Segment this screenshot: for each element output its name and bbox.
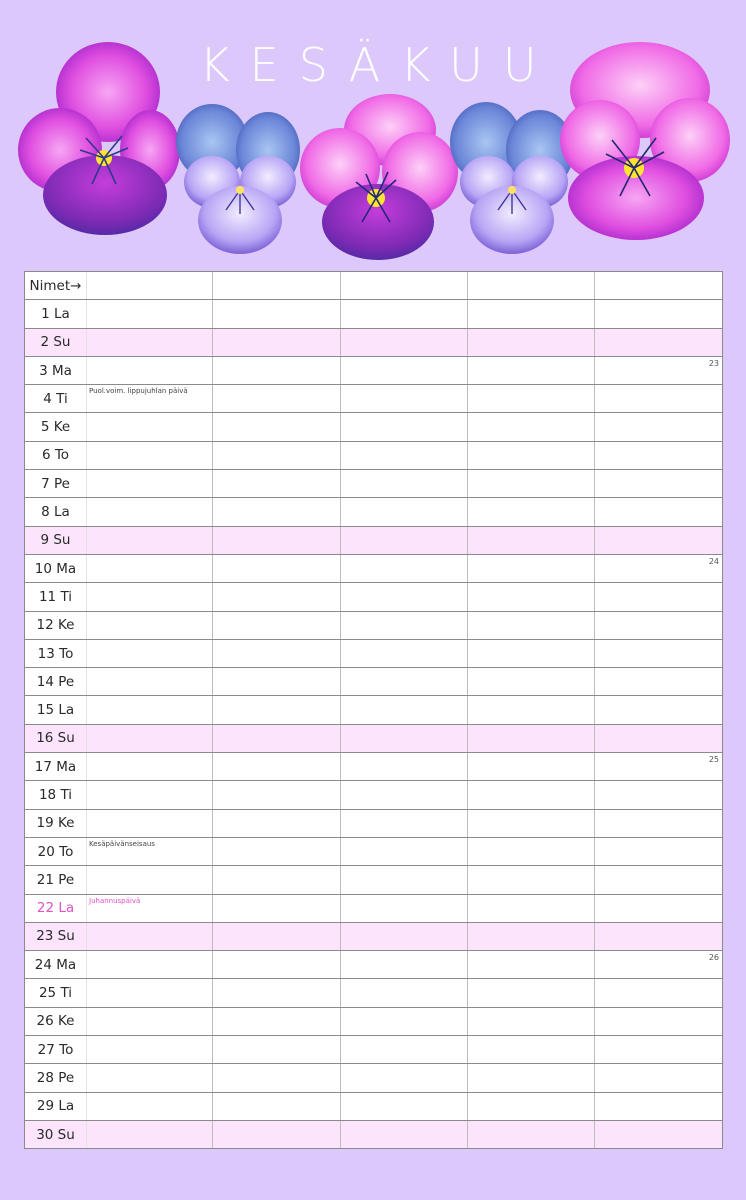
day-label: 24 Ma	[25, 951, 87, 979]
day-label: 17 Ma	[25, 753, 87, 781]
day-label: 10 Ma	[25, 554, 87, 582]
entry-cell[interactable]	[595, 639, 723, 667]
entry-cell[interactable]	[341, 611, 468, 639]
entry-cell[interactable]	[341, 498, 468, 526]
entry-cell[interactable]	[468, 554, 595, 582]
entry-cell[interactable]	[213, 979, 341, 1007]
entry-cell[interactable]	[341, 639, 468, 667]
entry-cell[interactable]	[468, 526, 595, 554]
day-row	[25, 583, 723, 611]
entry-cell[interactable]	[341, 583, 468, 611]
entry-cell[interactable]	[468, 837, 595, 865]
entry-cell[interactable]	[87, 526, 213, 554]
entry-cell[interactable]	[87, 1036, 213, 1064]
day-row	[25, 611, 723, 639]
entry-cell[interactable]	[87, 979, 213, 1007]
day-row	[25, 668, 723, 696]
entry-cell[interactable]	[87, 583, 213, 611]
entry-cell[interactable]	[87, 866, 213, 894]
day-label: 13 To	[25, 639, 87, 667]
entry-cell[interactable]	[213, 470, 341, 498]
entry-cell[interactable]	[468, 1092, 595, 1120]
day-row	[25, 498, 723, 526]
entry-cell[interactable]	[341, 837, 468, 865]
entry-cell[interactable]	[341, 385, 468, 413]
entry-cell[interactable]	[87, 470, 213, 498]
entry-cell[interactable]	[87, 1092, 213, 1120]
entry-cell[interactable]	[341, 1092, 468, 1120]
entry-cell[interactable]	[87, 1120, 213, 1148]
entry-cell[interactable]	[87, 951, 213, 979]
entry-cell[interactable]	[87, 328, 213, 356]
day-note: Kesäpäivänseisaus	[89, 839, 155, 848]
entry-cell[interactable]	[341, 753, 468, 781]
entry-cell[interactable]	[341, 668, 468, 696]
day-note: Juhannuspäivä	[89, 896, 141, 905]
day-row	[25, 1007, 723, 1035]
entry-cell[interactable]	[213, 611, 341, 639]
entry-cell[interactable]	[341, 866, 468, 894]
entry-cell[interactable]	[213, 300, 341, 328]
entry-cell[interactable]	[595, 385, 723, 413]
day-label: 18 Ti	[25, 781, 87, 809]
day-label: 27 To	[25, 1036, 87, 1064]
entry-cell[interactable]	[595, 1120, 723, 1148]
entry-cell[interactable]	[213, 837, 341, 865]
week-number: 23	[708, 358, 719, 368]
entry-cell[interactable]	[341, 922, 468, 950]
entry-cell[interactable]	[213, 356, 341, 384]
day-row	[25, 837, 723, 865]
entry-cell[interactable]	[595, 498, 723, 526]
entry-cell[interactable]	[87, 894, 213, 922]
entry-cell[interactable]	[468, 300, 595, 328]
week-number: 24	[708, 556, 719, 566]
entry-cell[interactable]	[87, 724, 213, 752]
entry-cell[interactable]	[468, 894, 595, 922]
entry-cell[interactable]	[468, 1007, 595, 1035]
entry-cell[interactable]	[468, 753, 595, 781]
day-row	[25, 894, 723, 922]
entry-cell[interactable]	[595, 1036, 723, 1064]
entry-cell[interactable]	[595, 554, 723, 582]
entry-cell[interactable]	[595, 356, 723, 384]
entry-cell[interactable]	[341, 470, 468, 498]
name-cell[interactable]	[87, 272, 213, 300]
day-row	[25, 1120, 723, 1148]
day-label: 11 Ti	[25, 583, 87, 611]
day-row	[25, 554, 723, 582]
day-label: 22 La	[25, 894, 87, 922]
entry-cell[interactable]	[468, 441, 595, 469]
entry-cell[interactable]	[87, 441, 213, 469]
day-label: 8 La	[25, 498, 87, 526]
entry-cell[interactable]	[595, 300, 723, 328]
entry-cell[interactable]	[595, 724, 723, 752]
month-title: KESÄKUU	[199, 38, 557, 92]
entry-cell[interactable]	[595, 809, 723, 837]
day-row	[25, 526, 723, 554]
entry-cell[interactable]	[468, 385, 595, 413]
entry-cell[interactable]	[468, 724, 595, 752]
entry-cell[interactable]	[468, 809, 595, 837]
entry-cell[interactable]	[468, 1036, 595, 1064]
day-row	[25, 809, 723, 837]
name-cell[interactable]	[595, 272, 723, 300]
entry-cell[interactable]	[87, 837, 213, 865]
entry-cell[interactable]	[213, 922, 341, 950]
day-label: 5 Ke	[25, 413, 87, 441]
entry-cell[interactable]	[595, 1007, 723, 1035]
entry-cell[interactable]	[595, 413, 723, 441]
entry-cell[interactable]	[595, 1092, 723, 1120]
day-label: 7 Pe	[25, 470, 87, 498]
day-row	[25, 470, 723, 498]
entry-cell[interactable]	[468, 639, 595, 667]
calendar-table	[24, 271, 723, 1149]
name-cell[interactable]	[468, 272, 595, 300]
entry-cell[interactable]	[341, 1036, 468, 1064]
day-row	[25, 639, 723, 667]
entry-cell[interactable]	[341, 979, 468, 1007]
pansy-icon	[176, 104, 300, 254]
entry-cell[interactable]	[468, 922, 595, 950]
day-label: 3 Ma	[25, 356, 87, 384]
entry-cell[interactable]	[341, 951, 468, 979]
entry-cell[interactable]	[213, 328, 341, 356]
day-label: 6 To	[25, 441, 87, 469]
pansy-icon	[450, 102, 574, 254]
entry-cell[interactable]	[468, 328, 595, 356]
week-number: 26	[708, 953, 719, 963]
entry-cell[interactable]	[213, 498, 341, 526]
entry-cell[interactable]	[595, 753, 723, 781]
entry-cell[interactable]	[213, 753, 341, 781]
entry-cell[interactable]	[87, 781, 213, 809]
entry-cell[interactable]	[87, 639, 213, 667]
entry-cell[interactable]	[213, 385, 341, 413]
entry-cell[interactable]	[341, 328, 468, 356]
entry-cell[interactable]	[468, 611, 595, 639]
calendar-header	[0, 0, 746, 270]
entry-cell[interactable]	[341, 1007, 468, 1035]
day-row	[25, 1036, 723, 1064]
day-label: 2 Su	[25, 328, 87, 356]
day-label: 26 Ke	[25, 1007, 87, 1035]
entry-cell[interactable]	[595, 1064, 723, 1092]
entry-cell[interactable]	[87, 356, 213, 384]
entry-cell[interactable]	[213, 583, 341, 611]
entry-cell[interactable]	[341, 526, 468, 554]
entry-cell[interactable]	[341, 441, 468, 469]
entry-cell[interactable]	[213, 1007, 341, 1035]
entry-cell[interactable]	[213, 668, 341, 696]
day-label: 28 Pe	[25, 1064, 87, 1092]
entry-cell[interactable]	[468, 583, 595, 611]
day-row	[25, 866, 723, 894]
entry-cell[interactable]	[87, 1064, 213, 1092]
entry-cell[interactable]	[341, 696, 468, 724]
entry-cell[interactable]	[595, 668, 723, 696]
entry-cell[interactable]	[595, 611, 723, 639]
entry-cell[interactable]	[595, 696, 723, 724]
entry-cell[interactable]	[468, 1064, 595, 1092]
day-row	[25, 1092, 723, 1120]
name-cell[interactable]	[341, 272, 468, 300]
entry-cell[interactable]	[213, 696, 341, 724]
names-row	[25, 272, 723, 300]
day-row	[25, 300, 723, 328]
entry-cell[interactable]	[595, 441, 723, 469]
name-cell[interactable]	[213, 272, 341, 300]
entry-cell[interactable]	[87, 413, 213, 441]
day-row	[25, 1064, 723, 1092]
day-row	[25, 413, 723, 441]
entry-cell[interactable]	[213, 894, 341, 922]
entry-cell[interactable]	[87, 809, 213, 837]
entry-cell[interactable]	[595, 837, 723, 865]
entry-cell[interactable]	[87, 753, 213, 781]
entry-cell[interactable]	[87, 554, 213, 582]
entry-cell[interactable]	[468, 781, 595, 809]
entry-cell[interactable]	[213, 951, 341, 979]
day-label: 12 Ke	[25, 611, 87, 639]
entry-cell[interactable]	[213, 866, 341, 894]
pansy-icon	[300, 94, 458, 260]
entry-cell[interactable]	[213, 639, 341, 667]
entry-cell[interactable]	[213, 526, 341, 554]
entry-cell[interactable]	[341, 894, 468, 922]
entry-cell[interactable]	[595, 526, 723, 554]
day-row	[25, 696, 723, 724]
entry-cell[interactable]	[87, 922, 213, 950]
day-row	[25, 951, 723, 979]
entry-cell[interactable]	[595, 951, 723, 979]
entry-cell[interactable]	[213, 1120, 341, 1148]
day-row	[25, 781, 723, 809]
entry-cell[interactable]	[341, 413, 468, 441]
entry-cell[interactable]	[595, 866, 723, 894]
entry-cell[interactable]	[341, 781, 468, 809]
entry-cell[interactable]	[213, 441, 341, 469]
entry-cell[interactable]	[213, 1036, 341, 1064]
entry-cell[interactable]	[595, 922, 723, 950]
entry-cell[interactable]	[595, 894, 723, 922]
day-row	[25, 724, 723, 752]
entry-cell[interactable]	[341, 1120, 468, 1148]
day-label: 23 Su	[25, 922, 87, 950]
day-row	[25, 979, 723, 1007]
day-label: 14 Pe	[25, 668, 87, 696]
day-label: 29 La	[25, 1092, 87, 1120]
entry-cell[interactable]	[341, 809, 468, 837]
entry-cell[interactable]	[341, 724, 468, 752]
entry-cell[interactable]	[468, 951, 595, 979]
week-number: 25	[708, 755, 719, 765]
day-row	[25, 441, 723, 469]
entry-cell[interactable]	[87, 498, 213, 526]
entry-cell[interactable]	[341, 300, 468, 328]
day-label: 16 Su	[25, 724, 87, 752]
entry-cell[interactable]	[213, 1064, 341, 1092]
entry-cell[interactable]	[213, 413, 341, 441]
entry-cell[interactable]	[468, 696, 595, 724]
entry-cell[interactable]	[87, 300, 213, 328]
entry-cell[interactable]	[595, 979, 723, 1007]
names-header: Nimet→	[25, 272, 87, 300]
day-row	[25, 356, 723, 384]
entry-cell[interactable]	[87, 611, 213, 639]
entry-cell[interactable]	[341, 356, 468, 384]
entry-cell[interactable]	[341, 554, 468, 582]
day-row	[25, 328, 723, 356]
day-label: 19 Ke	[25, 809, 87, 837]
entry-cell[interactable]	[468, 866, 595, 894]
day-label: 30 Su	[25, 1120, 87, 1148]
entry-cell[interactable]	[468, 470, 595, 498]
entry-cell[interactable]	[213, 809, 341, 837]
entry-cell[interactable]	[468, 356, 595, 384]
entry-cell[interactable]	[87, 696, 213, 724]
entry-cell[interactable]	[468, 498, 595, 526]
entry-cell[interactable]	[341, 1064, 468, 1092]
entry-cell[interactable]	[595, 470, 723, 498]
day-note: Puol.voim. lippujuhlan päivä	[89, 387, 188, 396]
entry-cell[interactable]	[213, 724, 341, 752]
entry-cell[interactable]	[468, 1120, 595, 1148]
entry-cell[interactable]	[595, 781, 723, 809]
entry-cell[interactable]	[468, 413, 595, 441]
day-label: 1 La	[25, 300, 87, 328]
day-label: 4 Ti	[25, 385, 87, 413]
day-row	[25, 753, 723, 781]
day-label: 20 To	[25, 837, 87, 865]
day-label: 21 Pe	[25, 866, 87, 894]
day-row	[25, 385, 723, 413]
day-label: 15 La	[25, 696, 87, 724]
day-label: 9 Su	[25, 526, 87, 554]
entry-cell[interactable]	[87, 1007, 213, 1035]
entry-cell[interactable]	[595, 328, 723, 356]
entry-cell[interactable]	[87, 385, 213, 413]
entry-cell[interactable]	[468, 979, 595, 1007]
entry-cell[interactable]	[468, 668, 595, 696]
entry-cell[interactable]	[595, 583, 723, 611]
day-label: 25 Ti	[25, 979, 87, 1007]
entry-cell[interactable]	[213, 781, 341, 809]
entry-cell[interactable]	[87, 668, 213, 696]
entry-cell[interactable]	[213, 554, 341, 582]
day-row	[25, 922, 723, 950]
entry-cell[interactable]	[213, 1092, 341, 1120]
